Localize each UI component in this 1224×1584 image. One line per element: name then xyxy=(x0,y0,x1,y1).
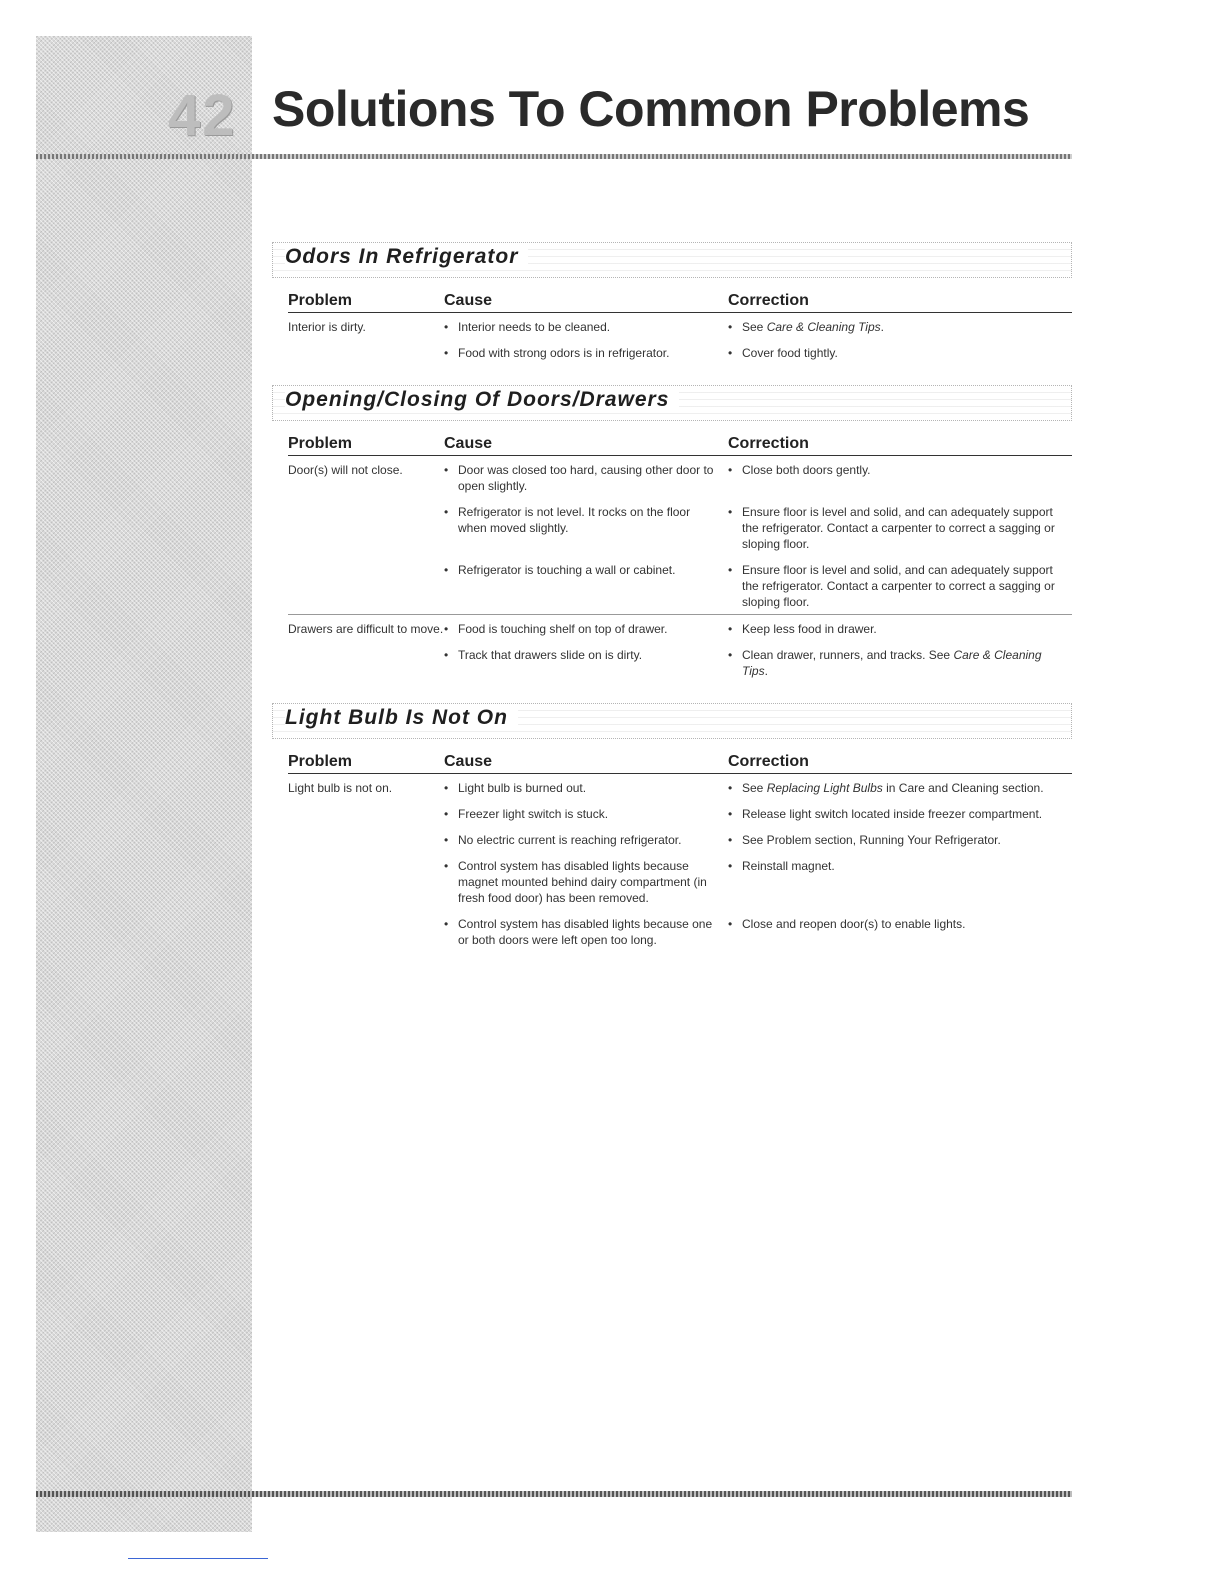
column-header-correction: Correction xyxy=(728,431,1072,456)
cause-cell xyxy=(444,774,728,801)
cause-cell xyxy=(444,456,728,499)
table-row xyxy=(288,556,1072,615)
cause-text: • Interior needs to be cleaned. xyxy=(444,319,728,335)
correction-text-pre: Reinstall magnet. xyxy=(742,859,835,873)
correction-cell xyxy=(728,339,1072,365)
correction-cell xyxy=(728,556,1072,615)
cause-text: • Control system has disabled lights because magnet mounted behind dairy compartment (in fresh food door) has been removed. xyxy=(444,858,728,906)
table-row xyxy=(288,800,1072,826)
section-0 xyxy=(272,242,1072,365)
cause-text: • Refrigerator is touching a wall or cabinet. xyxy=(444,562,728,578)
correction-text xyxy=(728,621,1072,637)
cause-cell xyxy=(444,910,728,952)
correction-text-pre: See xyxy=(742,320,767,334)
correction-cell xyxy=(728,800,1072,826)
correction-cell xyxy=(728,910,1072,952)
problem-cell xyxy=(288,556,444,615)
bottom-divider xyxy=(36,1491,1072,1497)
table-row xyxy=(288,641,1072,683)
correction-text xyxy=(728,858,1072,874)
correction-text xyxy=(728,345,1072,361)
table-row xyxy=(288,615,1072,642)
cause-text: • No electric current is reaching refrigerator. xyxy=(444,832,728,848)
table-row xyxy=(288,774,1072,801)
correction-cell xyxy=(728,313,1072,340)
correction-text xyxy=(728,504,1072,552)
problem-cell xyxy=(288,852,444,910)
correction-cell xyxy=(728,641,1072,683)
cause-cell xyxy=(444,826,728,852)
decorative-sidebar xyxy=(36,36,252,1532)
cause-cell xyxy=(444,615,728,642)
table-row xyxy=(288,910,1072,952)
correction-text xyxy=(728,647,1072,679)
cause-text: • Track that drawers slide on is dirty. xyxy=(444,647,728,663)
correction-cell xyxy=(728,826,1072,852)
cause-text: • Door was closed too hard, causing other door to open slightly. xyxy=(444,462,728,494)
trouble-table xyxy=(288,749,1072,952)
cause-cell xyxy=(444,800,728,826)
column-header-cause: Cause xyxy=(444,749,728,774)
table-row xyxy=(288,456,1072,499)
cause-cell xyxy=(444,313,728,340)
column-header-cause: Cause xyxy=(444,431,728,456)
correction-text xyxy=(728,916,1072,932)
footer-link-underline xyxy=(128,1558,268,1559)
table-row xyxy=(288,826,1072,852)
section-header xyxy=(272,242,1072,278)
problem-cell: Interior is dirty. xyxy=(288,320,366,334)
troubleshooting-content xyxy=(272,242,1072,972)
column-header-problem: Problem xyxy=(288,431,444,456)
trouble-table xyxy=(288,288,1072,365)
correction-text-pre: Keep less food in drawer. xyxy=(742,622,877,636)
correction-text-pre: Ensure floor is level and solid, and can adequately support the refrigerator. Contact a carpenter to correct a sagging or sloping floor. xyxy=(742,563,1055,609)
cause-text: • Food is touching shelf on top of drawer. xyxy=(444,621,728,637)
cause-text: • Food with strong odors is in refrigerator. xyxy=(444,345,728,361)
correction-text xyxy=(728,562,1072,610)
section-title: Opening/Closing Of Doors/Drawers xyxy=(285,388,679,412)
column-header-correction: Correction xyxy=(728,288,1072,313)
cause-cell xyxy=(444,641,728,683)
correction-reference: Replacing Light Bulbs xyxy=(766,781,883,795)
title-divider xyxy=(36,154,1072,159)
problem-cell: Light bulb is not on. xyxy=(288,781,393,795)
correction-text xyxy=(728,832,1072,848)
correction-text xyxy=(728,780,1072,796)
correction-text-post: . xyxy=(764,664,768,678)
correction-text-pre: Close both doors gently. xyxy=(742,463,871,477)
problem-cell xyxy=(288,498,444,556)
correction-text-pre: Ensure floor is level and solid, and can adequately support the refrigerator. Contact a carpenter to correct a sagging or sloping floor. xyxy=(742,505,1055,551)
page-number: 42 xyxy=(168,83,237,148)
section-header xyxy=(272,703,1072,739)
cause-cell xyxy=(444,556,728,615)
correction-cell xyxy=(728,456,1072,499)
problem-cell xyxy=(288,910,444,952)
table-header-row xyxy=(288,288,1072,313)
correction-text-post: . xyxy=(880,320,884,334)
correction-text-pre: Release light switch located inside freezer compartment. xyxy=(742,807,1043,821)
section-title: Light Bulb Is Not On xyxy=(285,706,518,730)
table-header-row xyxy=(288,749,1072,774)
problem-cell xyxy=(288,339,444,365)
problem-cell xyxy=(288,800,444,826)
table-row xyxy=(288,313,1072,340)
correction-text-pre: See Problem section, Running Your Refrigerator. xyxy=(742,833,1001,847)
section-header xyxy=(272,385,1072,421)
trouble-table xyxy=(288,431,1072,683)
cause-text: • Freezer light switch is stuck. xyxy=(444,806,728,822)
problem-cell xyxy=(288,826,444,852)
column-header-correction: Correction xyxy=(728,749,1072,774)
correction-text-pre: Close and reopen door(s) to enable lights. xyxy=(742,917,966,931)
column-header-problem: Problem xyxy=(288,749,444,774)
cause-text: • Refrigerator is not level. It rocks on the floor when moved slightly. xyxy=(444,504,728,536)
section-1 xyxy=(272,385,1072,683)
problem-cell: Door(s) will not close. xyxy=(288,463,403,477)
cause-text: • Control system has disabled lights because one or both doors were left open too long. xyxy=(444,916,728,948)
cause-cell xyxy=(444,852,728,910)
column-header-cause: Cause xyxy=(444,288,728,313)
table-row xyxy=(288,339,1072,365)
cause-text: • Light bulb is burned out. xyxy=(444,780,728,796)
correction-text xyxy=(728,806,1072,822)
problem-cell: Drawers are difficult to move. xyxy=(288,615,444,642)
correction-cell xyxy=(728,774,1072,801)
correction-text xyxy=(728,319,1072,335)
correction-text-pre: Cover food tightly. xyxy=(742,346,838,360)
correction-reference: Care & Cleaning Tips xyxy=(742,648,1042,678)
cause-cell xyxy=(444,498,728,556)
table-row xyxy=(288,498,1072,556)
correction-cell xyxy=(728,498,1072,556)
correction-text-pre: See xyxy=(742,781,767,795)
correction-text-post: in Care and Cleaning section. xyxy=(882,781,1044,795)
correction-reference: Care & Cleaning Tips xyxy=(766,320,881,334)
problem-cell xyxy=(288,641,444,683)
correction-cell xyxy=(728,852,1072,910)
correction-cell xyxy=(728,615,1072,642)
correction-text xyxy=(728,462,1072,478)
column-header-problem: Problem xyxy=(288,288,444,313)
page-title: Solutions To Common Problems xyxy=(272,81,1030,137)
table-row xyxy=(288,852,1072,910)
cause-cell xyxy=(444,339,728,365)
table-header-row xyxy=(288,431,1072,456)
section-title: Odors In Refrigerator xyxy=(285,245,528,269)
correction-text-pre: Clean drawer, runners, and tracks. See xyxy=(742,648,954,662)
section-2 xyxy=(272,703,1072,952)
